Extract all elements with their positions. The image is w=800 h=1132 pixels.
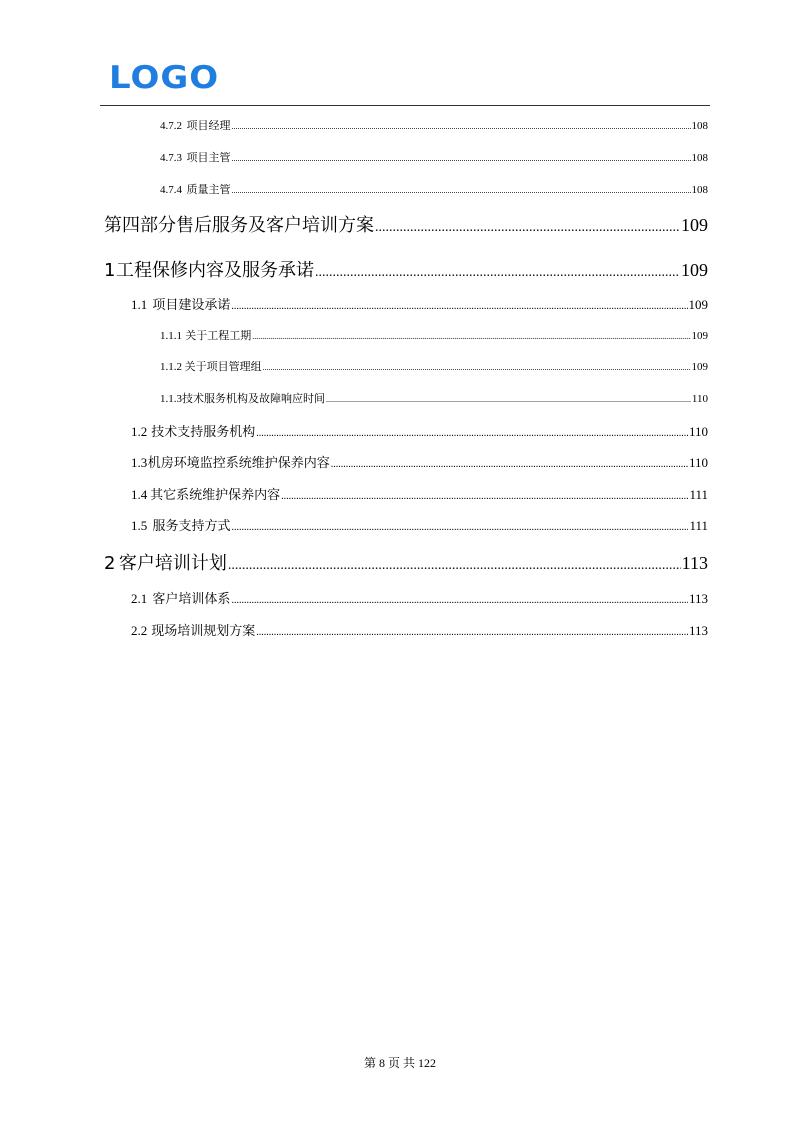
toc-entry-page-number: 109 xyxy=(681,215,708,235)
toc-entry-number: 4.7.3 xyxy=(160,152,182,164)
toc-entry-number: 1.2 xyxy=(131,424,148,439)
toc-entry[interactable] xyxy=(104,256,708,282)
toc-entry-title: 客户培训计划 xyxy=(118,553,227,574)
toc-entry[interactable] xyxy=(160,390,708,406)
toc-entry-page-number: 109 xyxy=(691,330,708,342)
toc-dot-leader xyxy=(252,332,690,341)
toc-entry-number: 4.7.4 xyxy=(160,184,182,196)
toc-entry[interactable] xyxy=(160,327,708,343)
toc-entry-page-number: 109 xyxy=(691,361,708,373)
toc-entry-number: 1.1 xyxy=(131,297,148,312)
toc-entry-title: 关于项目管理组 xyxy=(184,360,262,373)
toc-entry-page-number: 113 xyxy=(681,553,708,573)
toc-entry[interactable] xyxy=(131,294,708,313)
toc-entry[interactable] xyxy=(160,358,708,374)
toc-entry-number: 1.5 xyxy=(131,518,148,533)
toc-entry-number: 1.3 xyxy=(131,455,148,470)
toc-entry-page-number: 110 xyxy=(688,424,708,439)
toc-entry-page-number: 111 xyxy=(689,487,708,502)
toc-entry-number: 4.7.2 xyxy=(160,120,182,132)
toc-entry-title: 项目主管 xyxy=(186,151,231,164)
toc-entry[interactable] xyxy=(160,181,708,197)
toc-entry-number: 1 xyxy=(104,260,116,281)
toc-dot-leader xyxy=(256,627,688,638)
toc-entry-number: 2.1 xyxy=(131,591,148,606)
toc-entry[interactable] xyxy=(131,421,708,440)
toc-entry-title: 项目经理 xyxy=(186,119,231,132)
toc-entry[interactable] xyxy=(131,452,708,471)
toc-entry-page-number: 109 xyxy=(688,297,708,312)
toc-entry-page-number: 108 xyxy=(691,120,708,132)
toc-dot-leader xyxy=(263,363,691,372)
toc-entry-page-number: 109 xyxy=(681,260,708,280)
toc-entry-title: 机房环境监控系统维护保养内容 xyxy=(147,456,330,471)
page-footer: 第 8 页 共 122 xyxy=(363,1056,436,1070)
toc-entry-page-number: 110 xyxy=(688,455,708,470)
toc-entry-page-number: 110 xyxy=(691,393,708,405)
toc-entry-number: 2.2 xyxy=(131,623,148,638)
toc-entry[interactable] xyxy=(104,549,708,575)
toc-entry[interactable] xyxy=(131,515,708,534)
toc-entry-page-number: 108 xyxy=(691,184,708,196)
toc-entry-title: 其它系统维护保养内容 xyxy=(150,488,281,503)
toc-entry-title: 工程保修内容及服务承诺 xyxy=(116,260,315,281)
toc-dot-leader xyxy=(281,491,688,502)
toc-entry-number: 1.4 xyxy=(131,487,148,502)
toc-dot-leader xyxy=(231,301,687,312)
toc-entry-title: 质量主管 xyxy=(186,183,231,196)
toc-entry-number: 1.1.2 xyxy=(160,361,182,373)
toc-entry-page-number: 111 xyxy=(689,518,708,533)
toc-dot-leader xyxy=(231,122,690,131)
toc-entry[interactable] xyxy=(160,149,708,165)
toc-entry-page-number: 113 xyxy=(688,623,708,638)
toc-entry-page-number: 113 xyxy=(688,591,708,606)
toc-entry[interactable] xyxy=(160,117,708,133)
toc-dot-leader xyxy=(231,522,688,533)
company-logo: LOGO xyxy=(109,59,220,97)
toc-dot-leader xyxy=(228,558,681,574)
toc-entry-title: 项目建设承诺 xyxy=(152,298,231,313)
toc-entry-number: 1.1.1 xyxy=(160,330,182,342)
toc-dot-leader xyxy=(315,265,680,281)
toc-dot-leader xyxy=(231,186,690,195)
toc-entry-title: 服务支持方式 xyxy=(152,519,231,534)
toc-entry-number: 2 xyxy=(104,553,116,574)
toc-dot-leader xyxy=(231,595,688,606)
toc-entry-title: 技术服务机构及故障响应时间 xyxy=(182,392,325,405)
toc-entry[interactable] xyxy=(131,620,708,639)
toc-entry-title: 第四部分售后服务及客户培训方案 xyxy=(104,215,374,236)
toc-dot-leader xyxy=(326,395,691,404)
toc-entry-title: 关于工程工期 xyxy=(185,329,252,342)
toc-entry-title: 客户培训体系 xyxy=(152,592,231,607)
toc-dot-leader xyxy=(375,220,680,236)
toc-entry-page-number: 108 xyxy=(691,152,708,164)
toc-entry-title: 技术支持服务机构 xyxy=(151,425,256,440)
toc-dot-leader xyxy=(331,459,688,470)
toc-entry[interactable] xyxy=(131,484,708,503)
toc-dot-leader xyxy=(256,428,688,439)
toc-entry[interactable] xyxy=(131,588,708,607)
toc-entry-title: 现场培训规划方案 xyxy=(151,624,256,639)
toc-dot-leader xyxy=(231,154,690,163)
toc-entry-number: 1.1.3 xyxy=(160,393,182,405)
toc-entry[interactable] xyxy=(104,211,708,237)
